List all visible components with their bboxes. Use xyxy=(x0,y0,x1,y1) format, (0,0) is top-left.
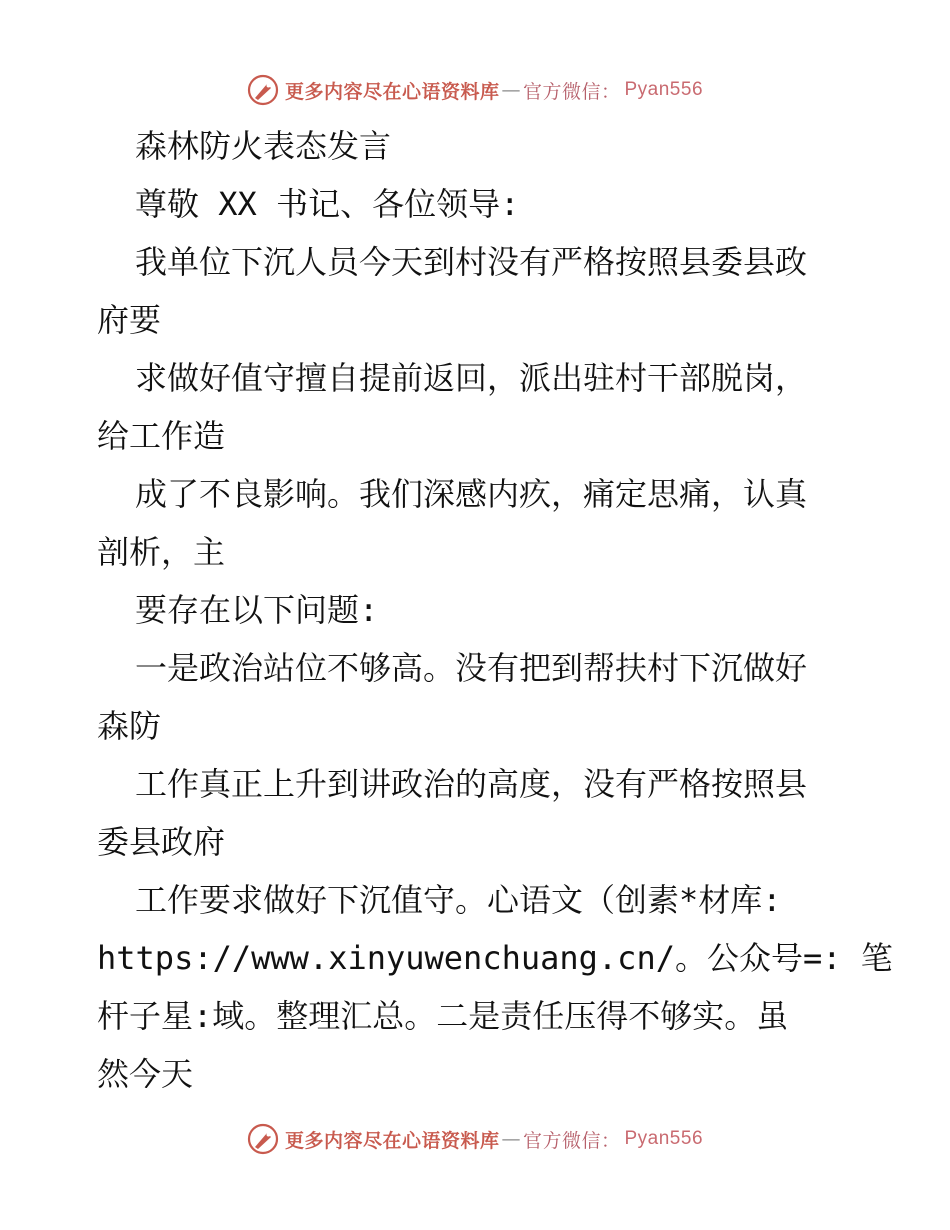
watermark-main-text: 更多内容尽在心语资料库 xyxy=(284,80,500,103)
paragraph-line: 委县政府 xyxy=(97,823,226,861)
watermark-wechat-id: Pyan556 xyxy=(624,79,704,100)
paragraph-line: 然今天 xyxy=(97,1055,194,1093)
paragraph-line: 剖析，主 xyxy=(97,533,226,571)
watermark-official-text: 官方微信： xyxy=(522,1129,621,1152)
watermark-dash: — xyxy=(501,79,521,101)
document-body xyxy=(97,117,893,1103)
watermark-dash: — xyxy=(501,1128,521,1150)
paragraph-line: 工作真正上升到讲政治的高度，没有严格按照县 xyxy=(135,765,808,803)
paragraph-line: https://www.xinyuwenchuang.cn/。公众号=: 笔 xyxy=(97,939,893,977)
paragraph-line: 森防 xyxy=(97,707,162,745)
paragraph-line: 要存在以下问题: xyxy=(135,591,379,629)
pen-nib-logo-icon xyxy=(247,74,279,106)
footer-watermark xyxy=(0,1119,950,1159)
paragraph-line: 成了不良影响。我们深感内疚，痛定思痛，认真 xyxy=(135,475,808,513)
paragraph-line: 工作要求做好下沉值守。心语文（创素*材库: xyxy=(135,881,782,919)
paragraph-line: 杆子星:域。整理汇总。二是责任压得不够实。虽 xyxy=(97,997,789,1035)
paragraph-line: 一是政治站位不够高。没有把到帮扶村下沉做好 xyxy=(135,649,808,687)
paragraph-line: 给工作造 xyxy=(97,417,226,455)
pen-nib-logo-icon xyxy=(247,1123,279,1155)
paragraph-line: 求做好值守擅自提前返回，派出驻村干部脱岗， xyxy=(135,359,808,397)
paragraph-line: 我单位下沉人员今天到村没有严格按照县委县政 xyxy=(135,243,808,281)
salutation-line: 尊敬 XX 书记、各位领导: xyxy=(135,185,520,223)
watermark-official-text: 官方微信： xyxy=(522,80,621,103)
header-watermark xyxy=(0,70,950,110)
document-title: 森林防火表态发言 xyxy=(135,127,392,165)
watermark-main-text: 更多内容尽在心语资料库 xyxy=(284,1129,500,1152)
watermark-wechat-id: Pyan556 xyxy=(624,1128,704,1149)
paragraph-line: 府要 xyxy=(97,301,162,339)
